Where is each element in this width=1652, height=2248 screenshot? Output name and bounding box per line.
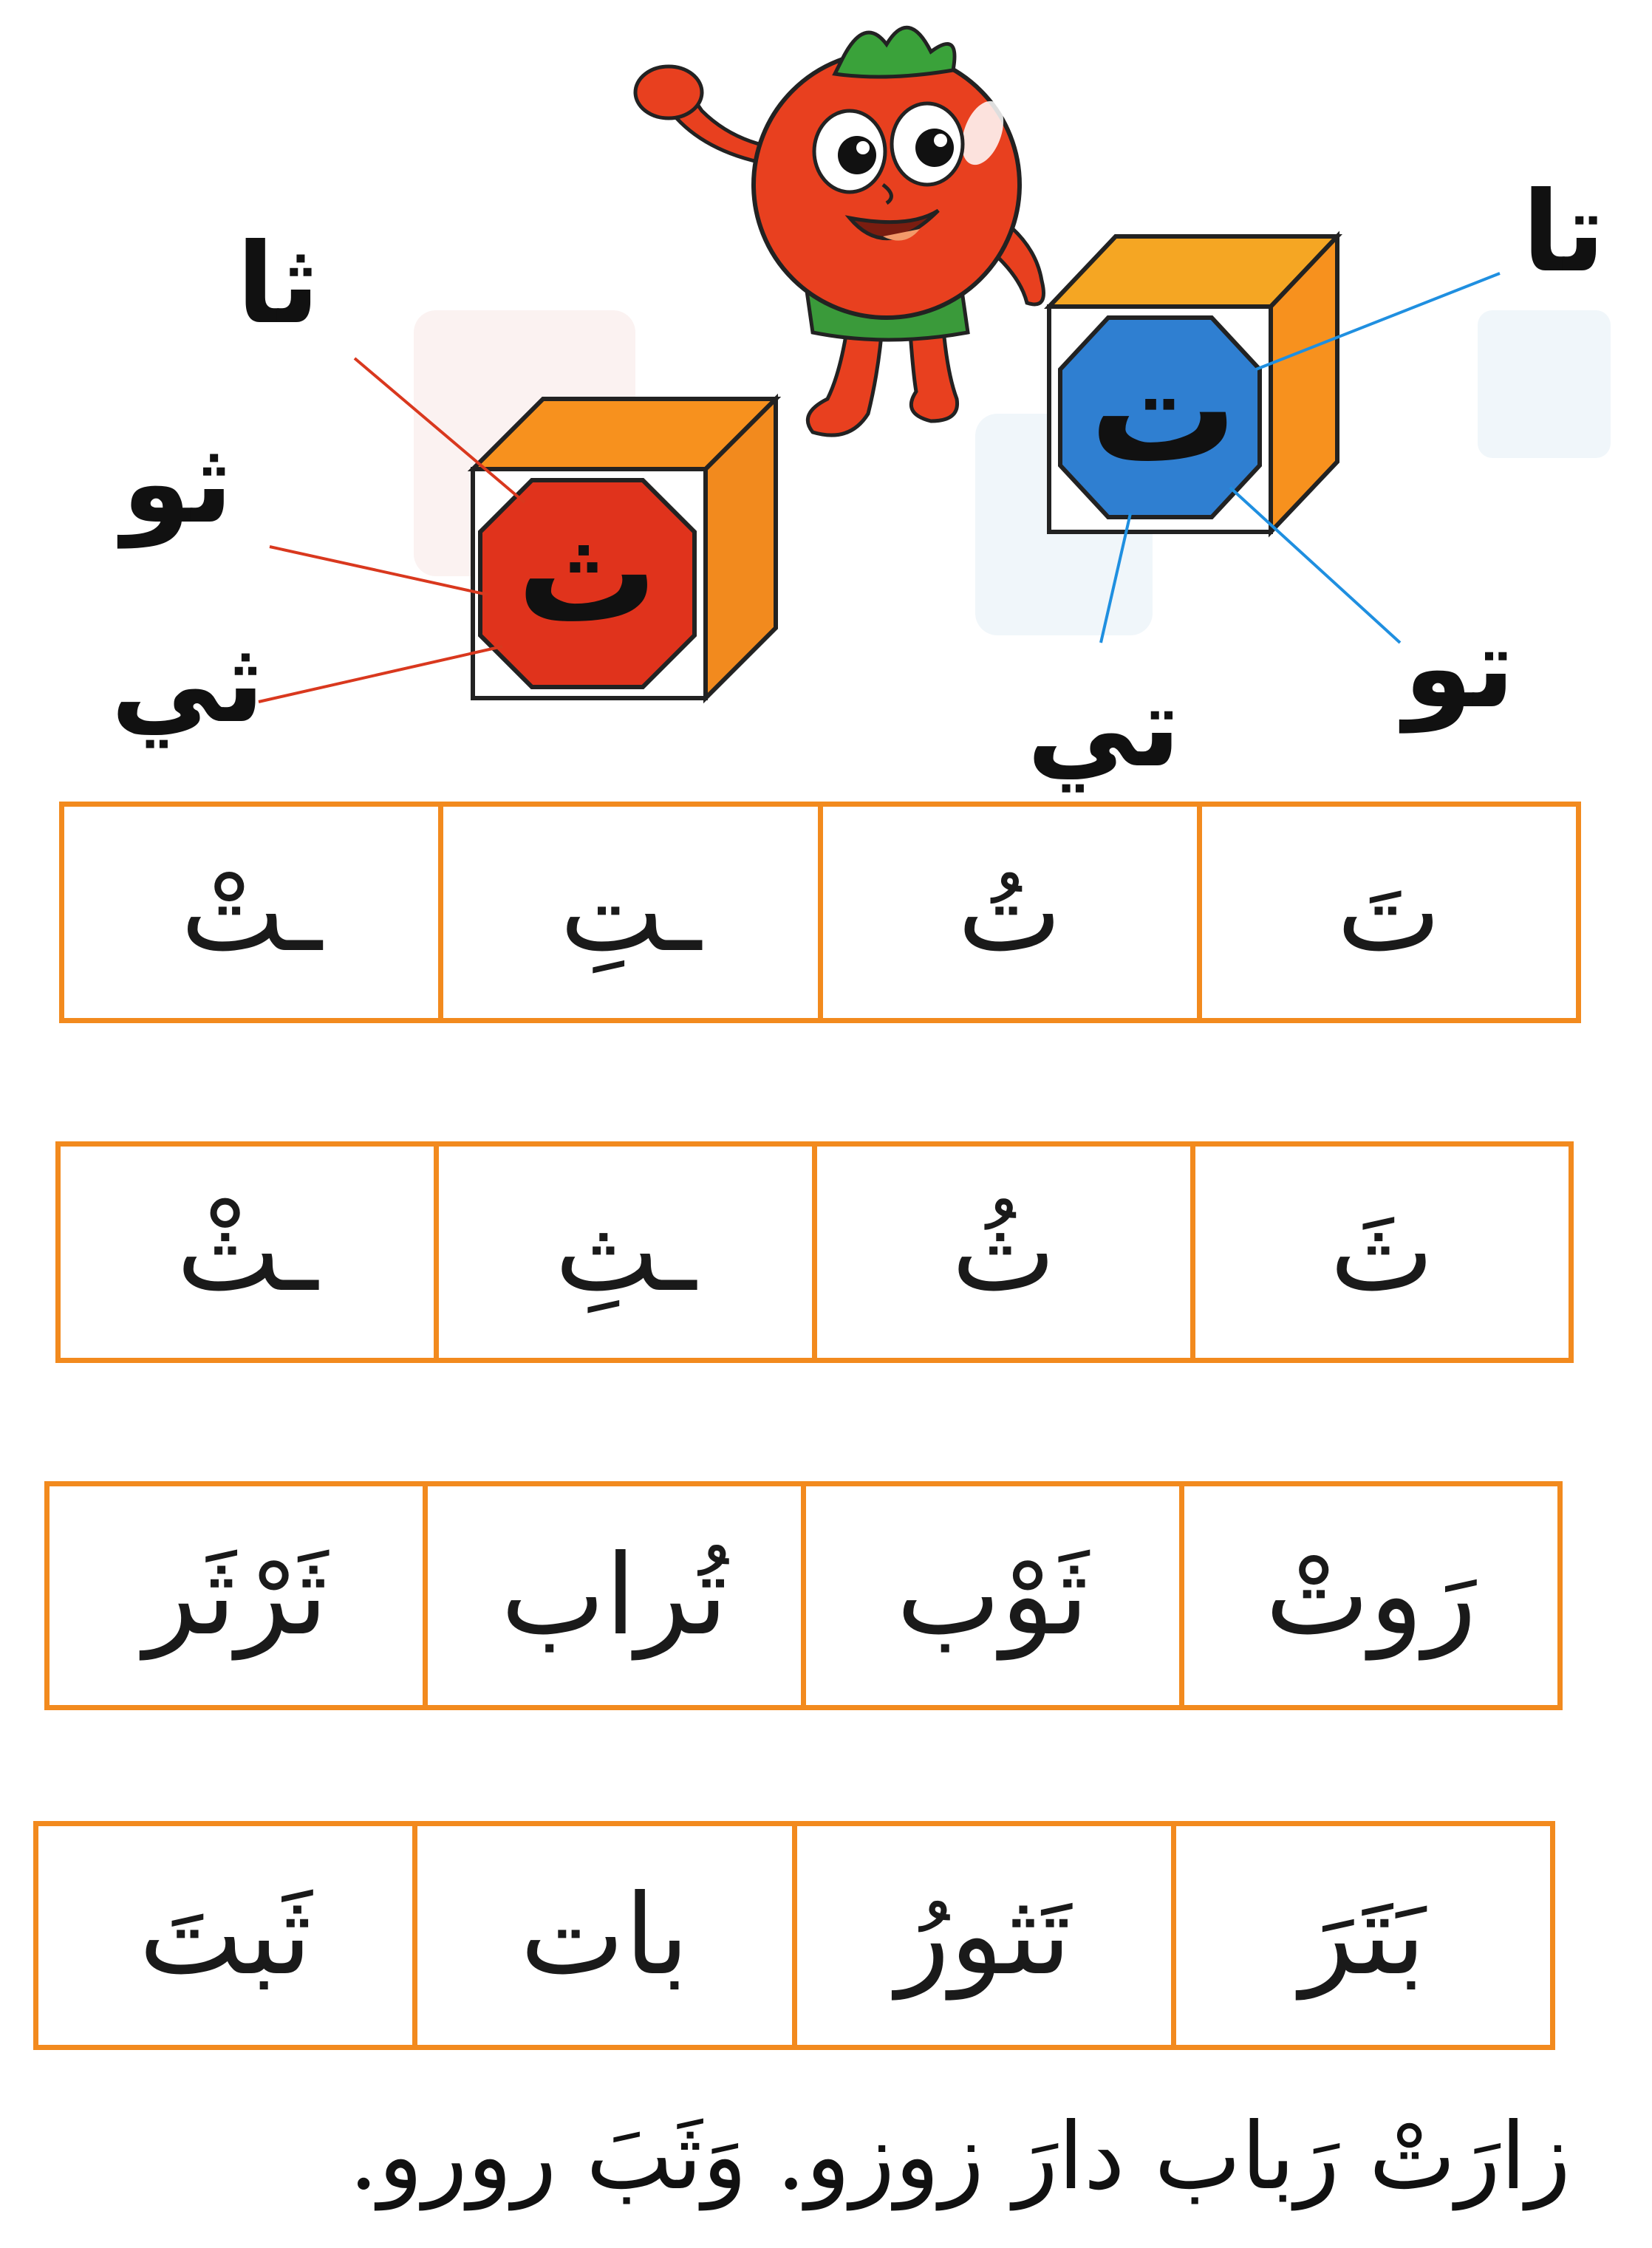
letter-cell: ـتْ	[180, 848, 322, 977]
word-cell: ثَرْثَر	[143, 1531, 329, 1660]
reading-sentence: زارَتْ رَباب دارَ زوزو. وَثَبَ رورو.	[349, 2103, 1571, 2210]
syllable-tha-a: ثا	[236, 220, 320, 349]
tomato-mascot-icon	[635, 27, 1044, 435]
letter-cell: ثُ	[812, 1147, 1190, 1358]
word-row-1	[44, 1481, 1563, 1710]
syllable-ta-i: تي	[1027, 663, 1181, 792]
word-cell: رَوتْ	[1179, 1486, 1557, 1705]
word-cell: ثَبتَ	[138, 1871, 313, 2000]
syllable-tha-i: ثي	[111, 619, 265, 748]
syllable-ta-a: تا	[1522, 168, 1605, 297]
word-cell: ثَوْب	[801, 1486, 1179, 1705]
letter-row-2	[55, 1141, 1574, 1363]
word-cell: تَثورُ	[792, 1826, 1171, 2045]
syllable-tha-u: ثو	[122, 420, 233, 548]
letter-cell: تُ	[818, 807, 1197, 1018]
letter-cell: ـتِ	[438, 807, 817, 1018]
cube-letter-ta: ت	[1089, 324, 1238, 496]
letter-cell: ـثِ	[434, 1147, 812, 1358]
letter-cell: تَ	[1197, 807, 1576, 1018]
word-cell: تُراب	[423, 1486, 801, 1705]
letter-row-1	[59, 802, 1581, 1023]
cube-letter-tha: ث	[516, 491, 658, 654]
word-row-2	[33, 1821, 1555, 2050]
letter-cell: ثَ	[1190, 1147, 1569, 1358]
word-cell: بات	[412, 1826, 791, 2045]
letter-cell: ـثْ	[176, 1188, 318, 1316]
syllable-ta-u: تو	[1404, 604, 1515, 733]
word-cell: بَتَرَ	[1171, 1826, 1550, 2045]
